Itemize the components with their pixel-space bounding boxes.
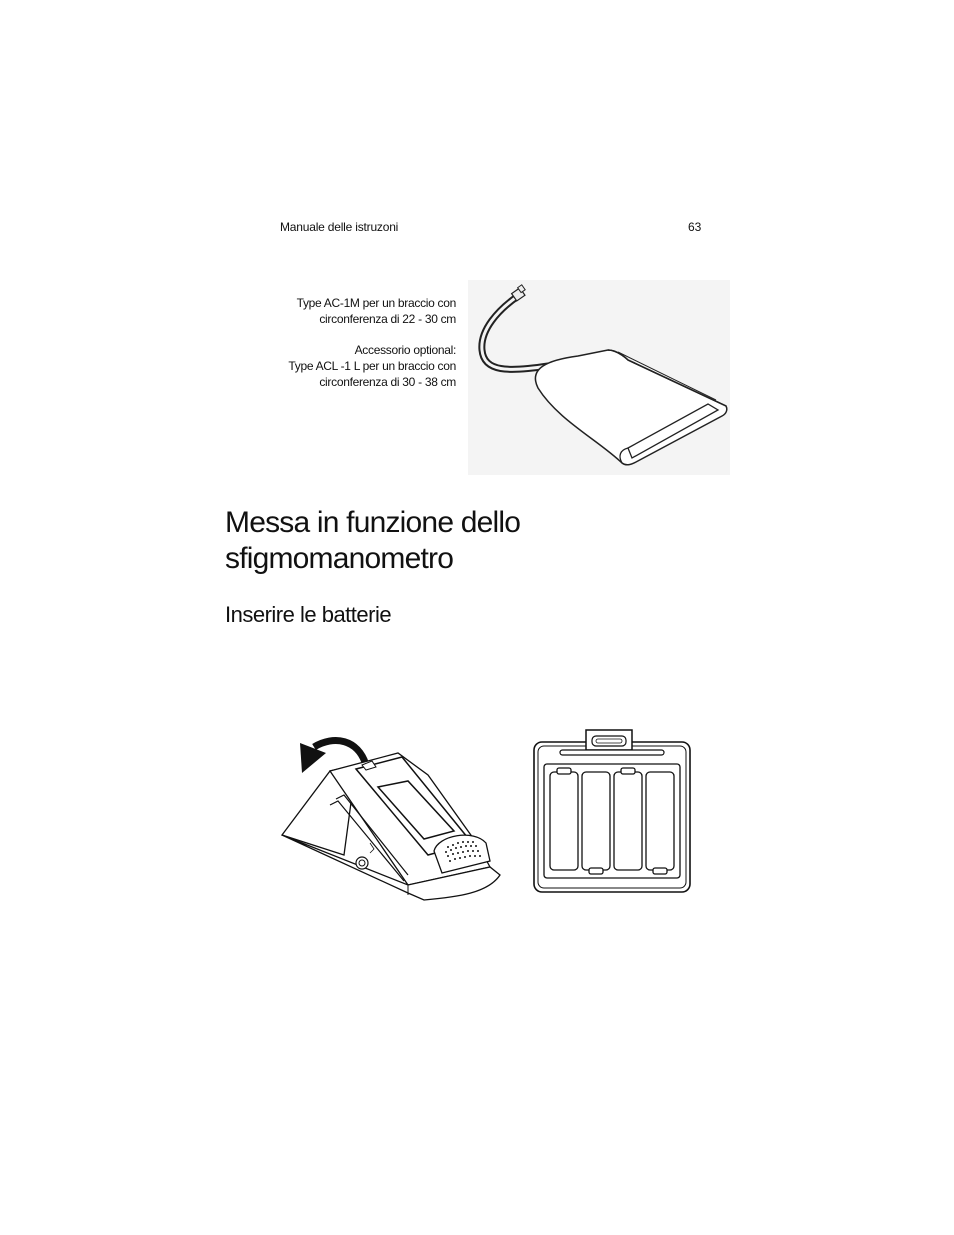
cuff-caption-optional-label: Accessorio optional: (354, 343, 456, 357)
page-number: 63 (688, 220, 702, 234)
cuff-illustration (468, 280, 730, 475)
cuff-caption-line: circonferenza di 30 - 38 cm (319, 375, 456, 389)
cuff-caption-line: Type AC-1M per un braccio con (296, 296, 456, 310)
cuff-caption-line: circonferenza di 22 - 30 cm (319, 312, 456, 326)
cuff-caption-optional (250, 342, 456, 390)
cuff-caption-standard (250, 295, 456, 327)
running-header-title: Manuale delle istruzoni (280, 220, 399, 234)
section-title-line: sfigmomanometro (225, 542, 454, 575)
section-subtitle: Inserire le batterie (225, 602, 392, 627)
section-title (225, 505, 520, 577)
cuff-caption-line: Type ACL -1 L per un braccio con (288, 359, 456, 373)
section-title-line: Messa in funzione dello (225, 506, 521, 539)
battery-compartment-illustration (532, 728, 694, 894)
device-open-lid-illustration (278, 725, 506, 905)
